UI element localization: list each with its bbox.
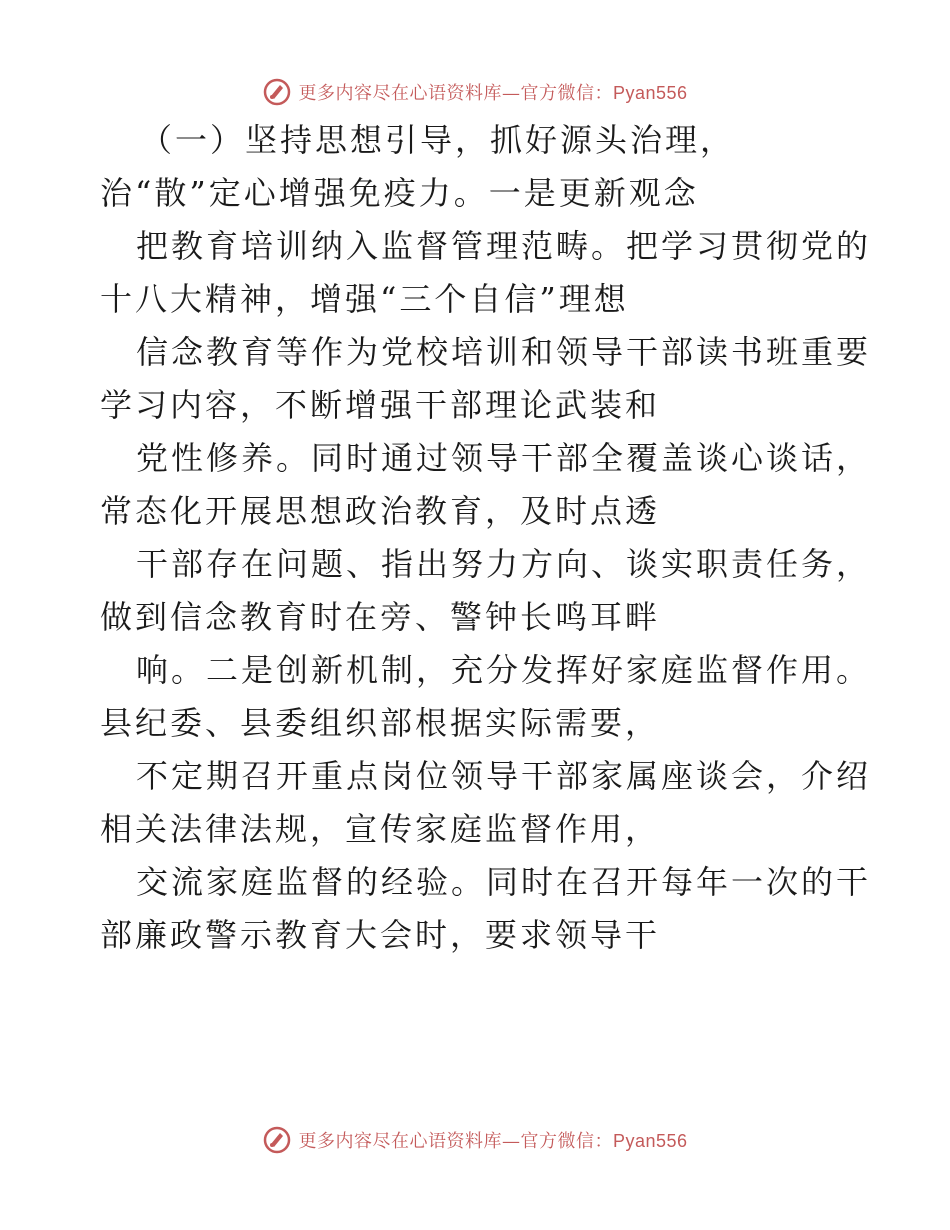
header-watermark (0, 72, 950, 112)
watermark-handle: Pyan556 (612, 83, 688, 103)
watermark-dash: — (501, 1131, 521, 1152)
body-line: （一）坚持思想引导，抓好源头治理， (140, 121, 736, 159)
seal-logo-icon (262, 77, 292, 107)
footer-watermark (0, 1120, 950, 1160)
document-body (100, 120, 872, 955)
body-line: 县纪委、县委组织部根据实际需要， (100, 704, 661, 742)
watermark-text: 更多内容尽在心语资料库 (298, 1131, 502, 1152)
watermark-text-block (298, 79, 687, 105)
body-line: 做到信念教育时在旁、警钟长鸣耳畔 (100, 598, 661, 636)
body-line: 常态化开展思想政治教育，及时点透 (100, 492, 661, 530)
body-line: 治“散”定心增强免疫力。一是更新观念 (100, 174, 699, 212)
watermark-handle: Pyan556 (612, 1131, 688, 1151)
body-line: 党性修养。同时通过领导干部全覆盖谈心谈话， (136, 439, 872, 477)
body-line: 响。二是创新机制，充分发挥好家庭监督作用。 (136, 651, 872, 689)
seal-logo-icon (262, 1125, 292, 1155)
body-line: 交流家庭监督的经验。同时在召开每年一次的干 (136, 863, 872, 901)
body-line: 十八大精神，增强“三个自信”理想 (100, 280, 629, 318)
body-line: 干部存在问题、指出努力方向、谈实职责任务， (136, 545, 872, 583)
body-line: 相关法律法规，宣传家庭监督作用， (100, 810, 661, 848)
body-line: 把教育培训纳入监督管理范畴。把学习贯彻党的 (136, 227, 872, 265)
watermark-text: 更多内容尽在心语资料库 (298, 83, 502, 104)
watermark-dash: — (501, 83, 521, 104)
body-line: 不定期召开重点岗位领导干部家属座谈会，介绍 (136, 757, 872, 795)
watermark-text-block (298, 1127, 687, 1153)
body-line: 部廉政警示教育大会时，要求领导干 (100, 916, 661, 954)
watermark-wechat-label: 官方微信： (520, 83, 613, 104)
watermark-wechat-label: 官方微信： (520, 1131, 613, 1152)
body-line: 信念教育等作为党校培训和领导干部读书班重要 (136, 333, 872, 371)
body-line: 学习内容，不断增强干部理论武装和 (100, 386, 661, 424)
